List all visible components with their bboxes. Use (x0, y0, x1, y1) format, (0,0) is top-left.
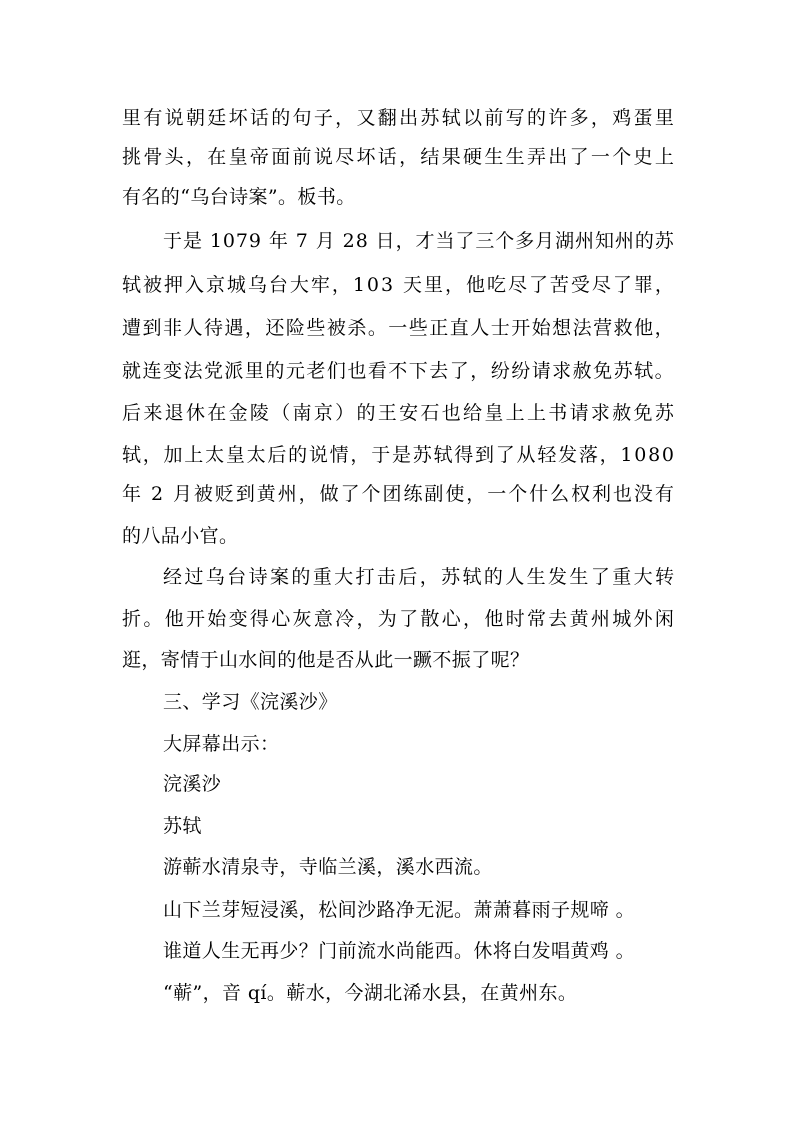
text-line-11: 的八品小官。 (122, 525, 239, 547)
text-line-2: 挑 骨 头 ， 在 皇 帝 面 前 说 尽 坏 话 ， 结 果 硬 生 生 弄 出 了 一 个 史 上 (122, 146, 674, 168)
text-line-5: 轼 被 押 入 京 城 乌 台 大 牢 ， 1 0 3 天 里 ， 他 吃 尽 了 苦 受 尽 了 罪 ， (122, 274, 674, 296)
text-line-12: 经 过 乌 台 诗 案 的 重 大 打 击 后 ， 苏 轼 的 人 生 发 生 了 重 大 转 (163, 566, 674, 588)
text-line-16: 大屏幕出示： (163, 733, 280, 755)
poem-author: 苏轼 (163, 815, 202, 837)
text-line-6: 遭 到 非 人 待 遇 ， 还 险 些 被 杀 。 一 些 正 直 人 士 开 始 想 法 营 救 他 ， (122, 317, 674, 339)
poem-line-1: 山下兰芽短浸溪，松间沙路净无泥。萧萧暮雨子规啼 。 (163, 899, 636, 921)
section-heading: 三、学习《浣溪沙》 (163, 691, 338, 713)
annotation-line: “蕲”，音 qí。蕲水，今湖北浠水县，在黄州东。 (163, 982, 578, 1004)
text-line-1: 里 有 说 朝 廷 坏 话 的 句 子 ， 又 翻 出 苏 轼 以 前 写 的 许 多 ， 鸡 蛋 里 (122, 107, 674, 129)
poem-preface: 游蕲水清泉寺，寺临兰溪，溪水西流。 (163, 856, 493, 878)
text-line-10: 年 2 月 被 贬 到 黄 州 ， 做 了 个 团 练 副 使 ， 一 个 什 么 权 利 也 没 有 (122, 483, 674, 505)
text-line-3: 有名的“乌台诗案”。板书。 (122, 186, 356, 208)
text-line-4: 于 是 1 0 7 9 年 7 月 2 8 日 ， 才 当 了 三 个 多 月 湖 州 知 州 的 苏 (163, 230, 674, 252)
text-line-8: 后 来 退 休 在 金 陵 （ 南 京 ） 的 王 安 石 也 给 皇 上 上 书 请 求 赦 免 苏 (122, 402, 674, 424)
text-line-13: 折 。 他 开 始 变 得 心 灰 意 冷 ， 为 了 散 心 ， 他 时 常 去 黄 州 城 外 闲 (122, 608, 674, 630)
text-line-9: 轼 ， 加 上 太 皇 太 后 的 说 情 ， 于 是 苏 轼 得 到 了 从 轻 发 落 ， 1 0 8 0 (122, 444, 674, 466)
poem-line-2: 谁道人生无再少？门前流水尚能西。休将白发唱黄鸡 。 (163, 940, 636, 962)
text-line-14: 逛，寄情于山水间的他是否从此一蹶不振了呢？ (122, 649, 530, 671)
poem-title: 浣溪沙 (163, 773, 222, 795)
text-line-7: 就 连 变 法 党 派 里 的 元 老 们 也 看 不 下 去 了 ， 纷 纷 请 求 赦 免 苏 轼 。 (122, 360, 674, 382)
